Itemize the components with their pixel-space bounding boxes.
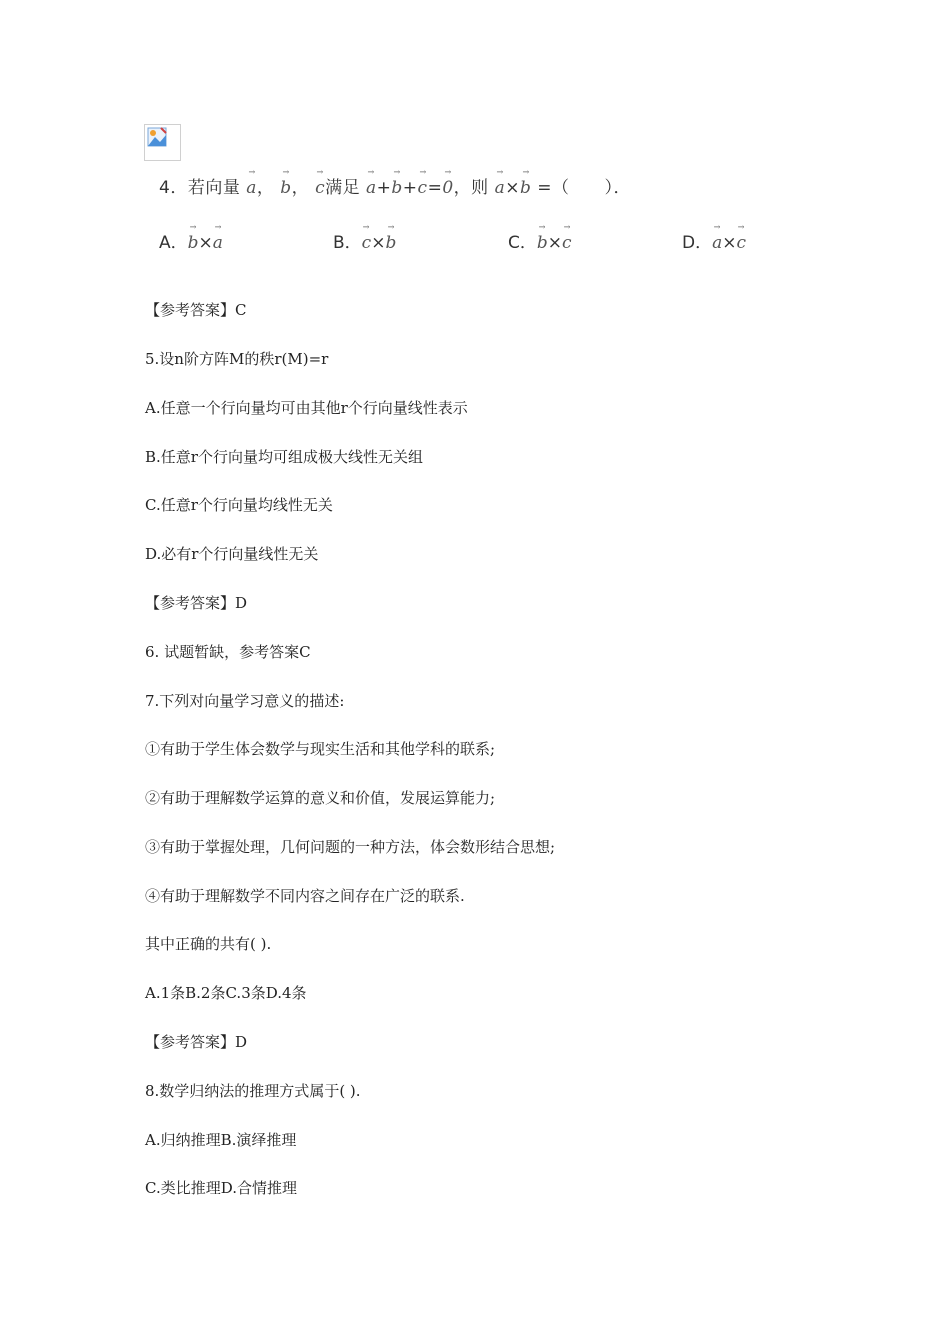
vector-c: → c bbox=[315, 178, 325, 198]
q4-option-c: C．→ b×→ c bbox=[508, 228, 572, 253]
question-4-image bbox=[155, 170, 795, 260]
question-8-stem: 8.数学归纳法的推理方式属于( ). bbox=[145, 1082, 361, 1100]
broken-image-icon bbox=[147, 127, 167, 147]
q4-prefix: 4．若向量 bbox=[159, 178, 241, 198]
q7-options: A.1条B.2条C.3条D.4条 bbox=[145, 984, 307, 1002]
q8-options-ab: A.归纳推理B.演绎推理 bbox=[145, 1131, 297, 1149]
q7-prompt: 其中正确的共有( ). bbox=[145, 935, 272, 953]
q7-item-1: ①有助于学生体会数学与现实生活和其他学科的联系; bbox=[145, 740, 496, 758]
answer-q7: 【参考答案】D bbox=[145, 1033, 248, 1051]
q8-options-cd: C.类比推理D.合情推理 bbox=[145, 1179, 297, 1197]
answer-q5: 【参考答案】D bbox=[145, 594, 248, 612]
question-5-stem: 5.设n阶方阵M的秩r(M)=r bbox=[145, 350, 329, 368]
q7-item-3: ③有助于掌握处理，几何问题的一种方法，体会数形结合思想; bbox=[145, 838, 556, 856]
q5-option-d: D.必有r个行向量线性无关 bbox=[145, 545, 319, 563]
broken-image-placeholder bbox=[144, 124, 181, 161]
question-6: 6. 试题暂缺，参考答案C bbox=[145, 643, 311, 661]
answer-q4: 【参考答案】C bbox=[145, 301, 247, 319]
question-4-stem: 4．若向量 → a， → b， → c满足 → a+→ b+→ c=→ 0，则 → a×→ b =（ ）． bbox=[159, 173, 631, 198]
q7-item-4: ④有助于理解数学不同内容之间存在广泛的联系. bbox=[145, 887, 465, 905]
q4-option-b: B．→ c×→ b bbox=[333, 228, 396, 253]
q7-item-2: ②有助于理解数学运算的意义和价值，发展运算能力; bbox=[145, 789, 496, 807]
q4-option-a: A．→ b×→ a bbox=[159, 228, 223, 253]
vector-a: → a bbox=[246, 178, 257, 198]
vector-b: → b bbox=[280, 178, 291, 198]
zero-vector: → 0 bbox=[442, 178, 453, 198]
q4-option-d: D．→ a×→ c bbox=[682, 228, 746, 253]
q5-option-a: A.任意一个行向量均可由其他r个行向量线性表示 bbox=[145, 399, 468, 417]
q5-option-c: C.任意r个行向量均线性无关 bbox=[145, 496, 333, 514]
question-7-stem: 7.下列对向量学习意义的描述: bbox=[145, 692, 345, 710]
q5-option-b: B.任意r个行向量均可组成极大线性无关组 bbox=[145, 448, 423, 466]
